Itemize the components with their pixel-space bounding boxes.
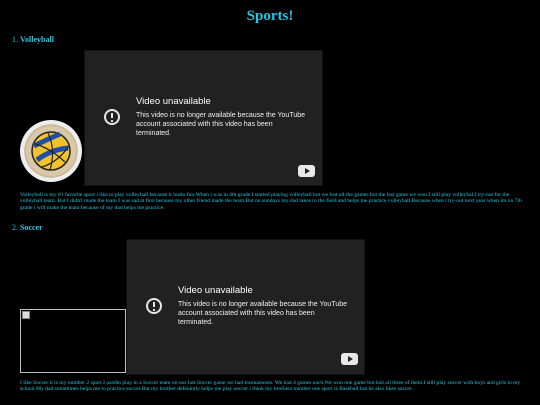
broken-image-icon: [22, 311, 30, 319]
volleyball-paragraph: Volleyball is my #1 favorite sport i like to play volleyball because it looks fun.When i was in 4th grade I started playing volleyball but we lost all the games but the last game we won.I still play volleybal.I try-out for the volleyball team. But I didn't made the team I was sad at first because my other friend made the team.But on sundays my dad takes to the field and helps me practice volleyball.Because when i try-out next year when im on 7th grade i will make the team because of my dad helps me practice.: [20, 192, 522, 211]
page-title: Sports!: [246, 8, 294, 24]
section-number: 1.: [12, 35, 18, 44]
section-title: Volleyball: [20, 35, 54, 44]
soccer-paragraph: I like Soccer it is my number 2 sport.I usedto play in a Soccer team on our last Soccer game we had tournaments. We had 4 games each.We won one game but lost all three of them.I still play soccer with boys and girls in my school.My dad sometimes helps me to practice soccer.But my brother defenintly helps me play soccer i think my brothers number one sport is Baseball but he also likes soccer.: [20, 380, 521, 393]
volleyball-image: [20, 120, 82, 182]
alert-icon: [146, 298, 162, 314]
video-player-volleyball[interactable]: [85, 51, 322, 185]
video-player-soccer[interactable]: [127, 240, 364, 374]
video-unavailable-message: This video is no longer available because the YouTube account associated with this video has been terminated.: [136, 112, 306, 137]
video-unavailable-title: Video unavailable: [136, 96, 211, 107]
alert-icon: [104, 109, 120, 125]
section-heading-volleyball: [12, 35, 54, 44]
video-unavailable-title: Video unavailable: [178, 285, 253, 296]
volleyball-icon: [20, 120, 82, 182]
youtube-logo-icon[interactable]: [341, 353, 358, 365]
section-number: 2.: [12, 223, 18, 232]
section-heading-soccer: [12, 223, 43, 232]
section-title: Soccer: [20, 223, 43, 232]
youtube-logo-icon[interactable]: [298, 165, 315, 177]
soccer-image-broken: [20, 309, 126, 373]
video-unavailable-message: This video is no longer available because the YouTube account associated with this video has been terminated.: [178, 301, 348, 326]
